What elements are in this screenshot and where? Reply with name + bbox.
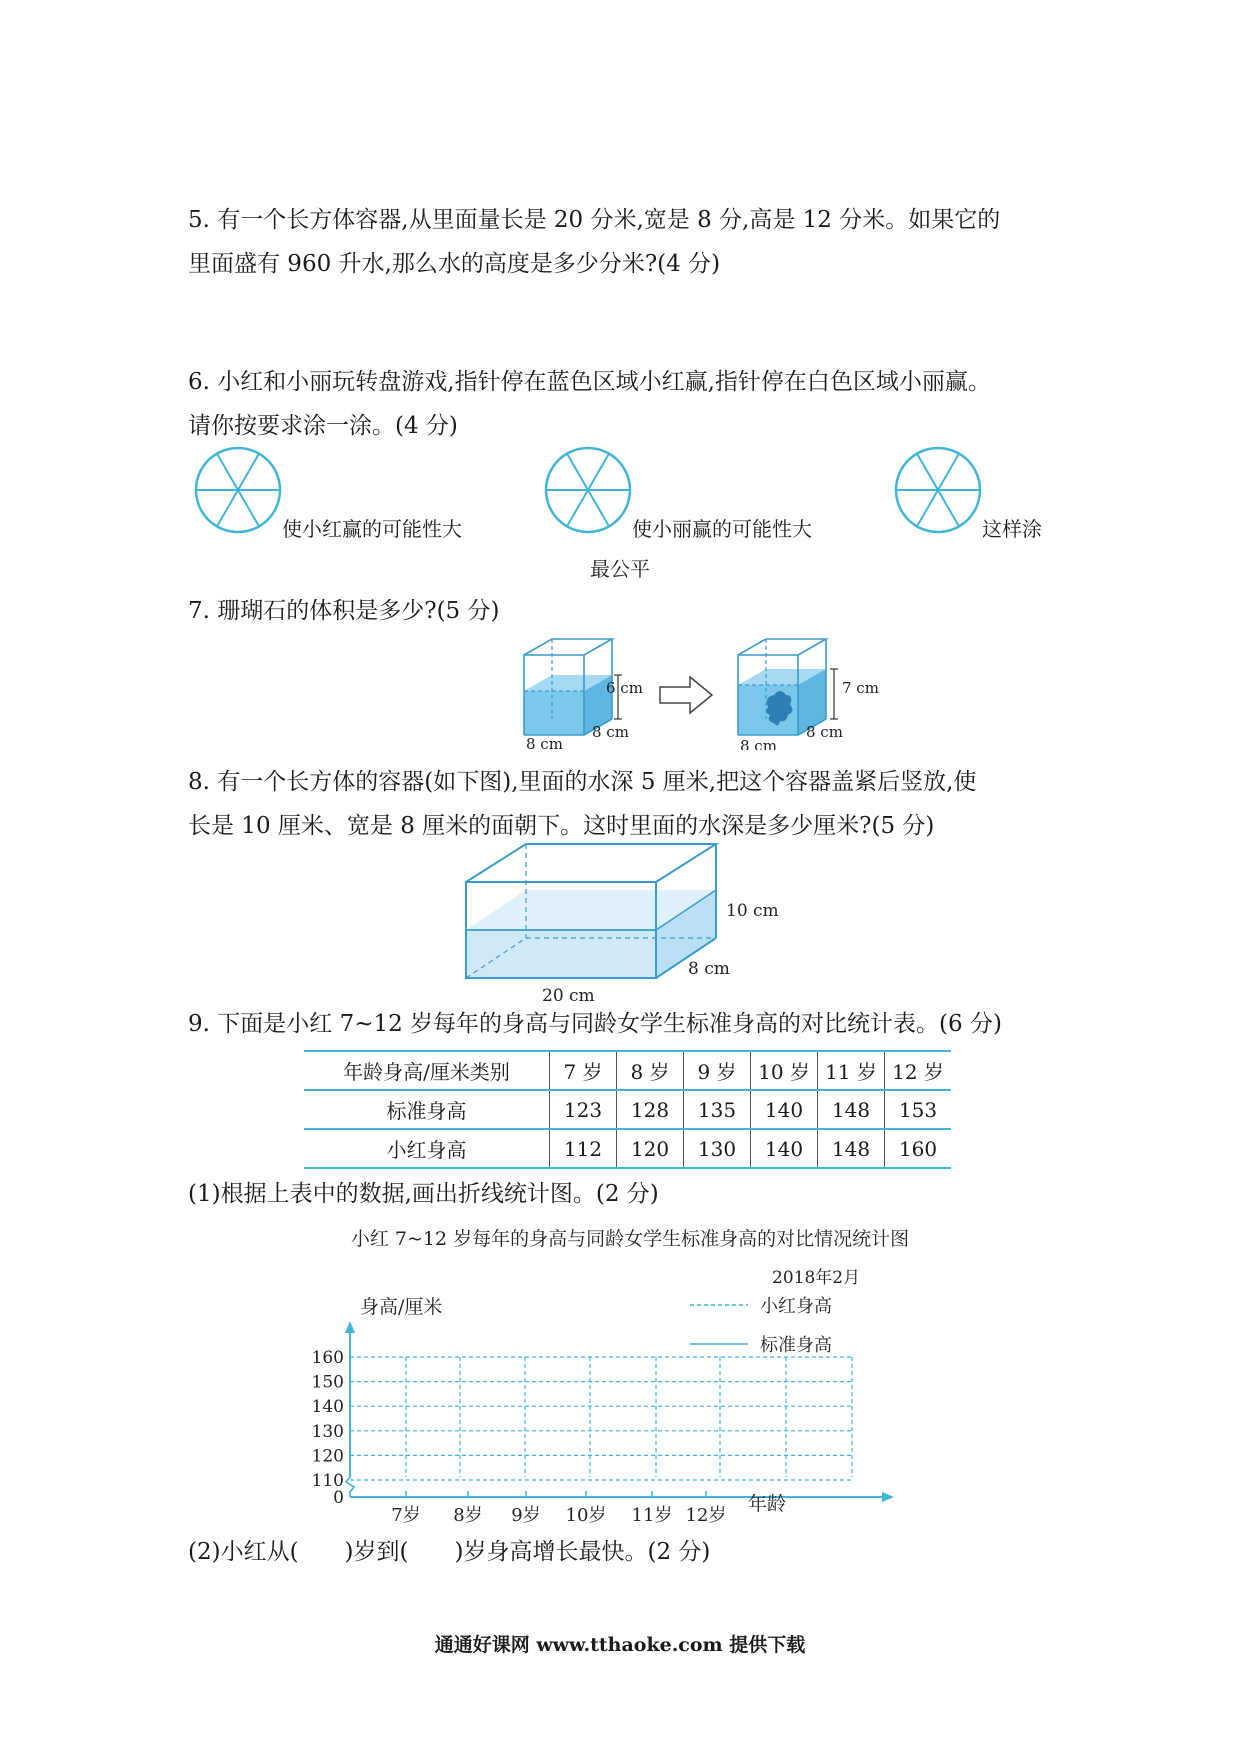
table-row: [304, 1090, 951, 1129]
spinner-1-label: 使小红赢的可能性大: [282, 517, 462, 541]
spinner-1[interactable]: [196, 448, 280, 532]
y-tick-label: 140: [311, 1397, 344, 1418]
question-6-line2: 请你按要求涂一涂。(4 分): [188, 413, 458, 439]
x-tick-label: 12岁: [685, 1505, 727, 1526]
y-tick-label: 150: [311, 1372, 344, 1393]
y-tick-label: 110: [311, 1471, 344, 1491]
x-tick-label: 8岁: [453, 1505, 483, 1526]
question-6: [188, 360, 991, 448]
table-cell: 140: [751, 1129, 818, 1168]
table-header-cell: 10 岁: [751, 1051, 818, 1090]
question-5-line2: 里面盛有 960 升水,那么水的高度是多少分米?(4 分): [188, 251, 721, 277]
box2-length-label: 8 cm: [740, 737, 777, 750]
y-tick-labels: [312, 1348, 344, 1508]
table-header-cell: 12 岁: [885, 1051, 952, 1090]
spinners-area: [0, 440, 1240, 540]
spinner-2-label: 使小丽赢的可能性大: [632, 517, 812, 541]
table-header-cell: 9 岁: [684, 1051, 751, 1090]
line-chart[interactable]: [300, 1215, 960, 1545]
spinner-2[interactable]: [546, 448, 630, 532]
question-9-part1: (1)根据上表中的数据,画出折线统计图。(2 分): [188, 1181, 659, 1207]
y-tick-label: 0: [333, 1488, 344, 1508]
box1-width-label: 8 cm: [592, 723, 629, 741]
y-axis-arrow-icon: [345, 1321, 355, 1333]
x-tick-label: 7岁: [391, 1505, 421, 1526]
box-before: [524, 639, 643, 750]
spinner-3-label-2: 最公平: [590, 557, 650, 581]
table-cell: 标准身高: [386, 1099, 467, 1123]
table-cell: 153: [885, 1090, 952, 1129]
y-tick-label: 120: [311, 1446, 344, 1467]
footer-watermark: 通通好课网 www.tthaoke.com 提供下载: [434, 1634, 806, 1656]
table-cell: 160: [885, 1129, 952, 1168]
table-cell: 112: [550, 1129, 617, 1168]
table-header-cell: 7 岁: [550, 1051, 617, 1090]
x-tick-label: 10岁: [565, 1505, 607, 1526]
container-length-label: 20 cm: [542, 986, 595, 1006]
table-cell: 148: [818, 1129, 885, 1168]
x-tick-labels: [391, 1505, 726, 1526]
x-tick-label: 11岁: [631, 1505, 673, 1526]
question-9-text: 9. 下面是小红 7~12 岁每年的身高与同龄女学生标准身高的对比统计表。(6 分): [188, 1011, 1002, 1037]
container-width-label: 8 cm: [688, 959, 730, 979]
table-cell: 140: [751, 1090, 818, 1129]
question-8-line1: 8. 有一个长方体的容器(如下图),里面的水深 5 厘米,把这个容器盖紧后竖放,使: [188, 769, 977, 795]
y-tick-label: 160: [311, 1348, 344, 1368]
y-tick-label: 130: [311, 1421, 344, 1442]
chart-date: 2018年2月: [772, 1268, 861, 1288]
table-row: [304, 1129, 951, 1168]
coral-figure: [500, 635, 900, 750]
legend-item-xiaohong: 小红身高: [760, 1296, 832, 1317]
spinner-3-label: 这样涂: [982, 517, 1042, 541]
box2-height-label: 7 cm: [842, 679, 879, 697]
y-axis-label: 身高/厘米: [360, 1296, 443, 1318]
table-cell: 128: [617, 1090, 684, 1129]
box1-height-label: 6 cm: [606, 679, 643, 697]
question-6-line1: 6. 小红和小丽玩转盘游戏,指针停在蓝色区域小红赢,指针停在白色区域小丽赢。: [188, 369, 991, 395]
container-height-label: 10 cm: [726, 901, 779, 921]
table-cell: 120: [617, 1129, 684, 1168]
table-cell: 130: [684, 1129, 751, 1168]
table-cell: 135: [684, 1090, 751, 1129]
table-header-row: [304, 1051, 951, 1090]
question-7: [188, 589, 499, 633]
right-arrow-icon: [660, 677, 712, 713]
table-cell: 小红身高: [386, 1138, 467, 1162]
chart-grid: [350, 1357, 852, 1480]
chart-title: 小红 7~12 岁每年的身高与同龄女学生标准身高的对比情况统计图: [350, 1228, 910, 1250]
legend-item-standard: 标准身高: [760, 1335, 832, 1356]
container-figure: [440, 838, 820, 1013]
question-8-line2: 长是 10 厘米、宽是 8 厘米的面朝下。这时里面的水深是多少厘米?(5 分): [188, 813, 935, 839]
table-header-cell: 11 岁: [818, 1051, 885, 1090]
question-9: [188, 1002, 1002, 1046]
question-5-line1: 5. 有一个长方体容器,从里面量长是 20 分米,宽是 8 分,高是 12 分米。如果它的: [188, 207, 1001, 233]
question-5: [188, 198, 1000, 286]
table-cell: 148: [818, 1090, 885, 1129]
x-axis-label: 年龄: [748, 1493, 787, 1515]
question-9-part2: (2)小红从( )岁到( )岁身高增长最快。(2 分): [188, 1539, 711, 1565]
spinner-3[interactable]: [896, 448, 980, 532]
x-axis-arrow-icon: [882, 1492, 894, 1502]
question-7-text: 7. 珊瑚石的体积是多少?(5 分): [188, 598, 500, 624]
table-header-cell: 8 岁: [617, 1051, 684, 1090]
x-tick-label: 9岁: [511, 1505, 541, 1526]
table-cell: 123: [550, 1090, 617, 1129]
chart-legend: [690, 1296, 832, 1356]
question-8: [188, 760, 976, 848]
box2-width-label: 8 cm: [806, 723, 843, 741]
height-table: [304, 1050, 951, 1169]
box1-length-label: 8 cm: [526, 735, 563, 750]
table-header-cell: 年龄身高/厘米类别: [343, 1060, 510, 1084]
box-after: [738, 639, 879, 750]
